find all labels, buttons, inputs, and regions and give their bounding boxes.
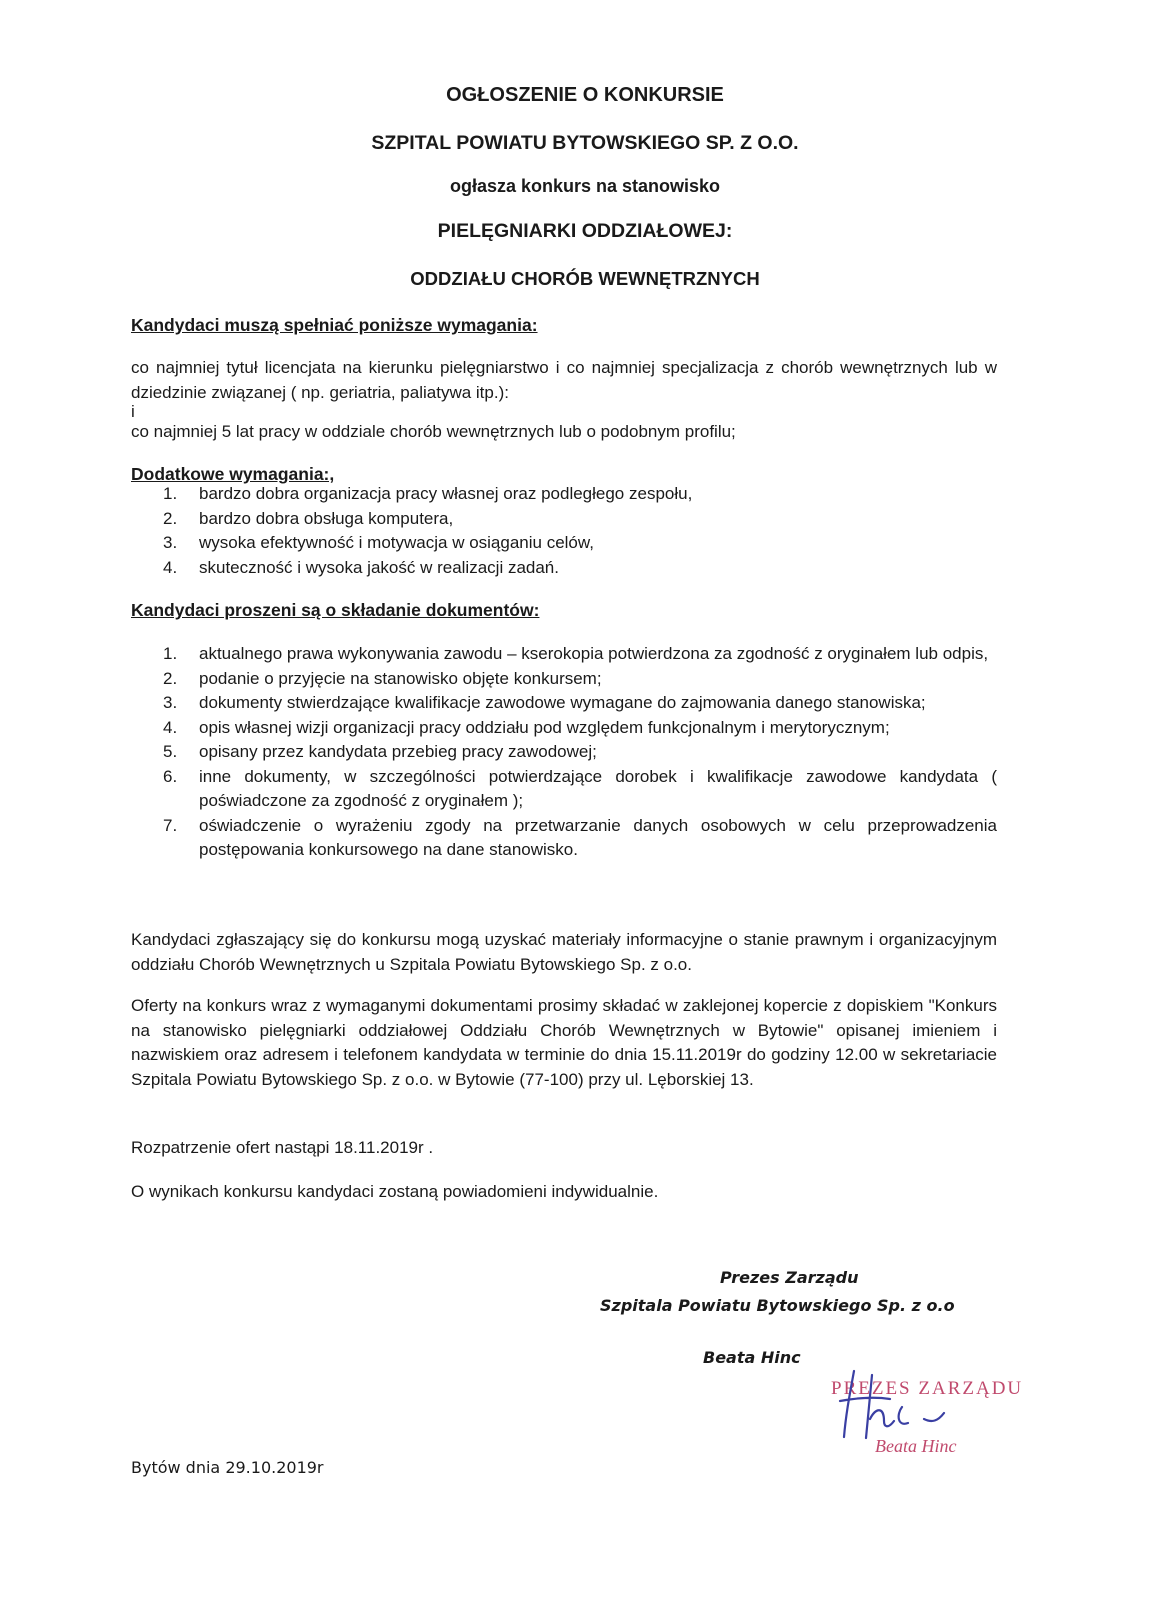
list-item [131, 531, 997, 556]
requirement-conjunction: i [131, 402, 135, 421]
position-title: PIELĘGNIARKI ODDZIAŁOWEJ: [437, 220, 733, 242]
list-number: 5. [163, 742, 178, 761]
list-item [131, 716, 997, 741]
list-item-text: oświadczenie o wyrażeniu zgody na przetwarzanie danych osobowych w celu przeprowadzenia postępowania konkursowego na dane stanowisko. [199, 815, 997, 859]
list-item-text: aktualnego prawa wykonywania zawodu – kserokopia potwierdzona za zgodność z oryginałem lub odpis, [199, 644, 989, 663]
institution-name: SZPITAL POWIATU BYTOWSKIEGO SP. Z O.O. [371, 132, 799, 154]
list-item [131, 507, 997, 532]
list-item-text: wysoka efektywność i motywacja w osiąganiu celów, [199, 533, 594, 552]
requirement-experience: co najmniej 5 lat pracy w oddziale chorób wewnętrznych lub o podobnym profilu; [131, 422, 736, 441]
review-date-paragraph: Rozpatrzenie ofert nastąpi 18.11.2019r . [131, 1138, 434, 1157]
list-number: 1. [163, 484, 178, 503]
requirements-heading: Kandydaci muszą spełniać poniższe wymagania: [131, 315, 538, 335]
list-number: 4. [163, 557, 178, 577]
handwritten-signature [832, 1363, 952, 1443]
list-item-text: bardzo dobra obsługa komputera, [199, 508, 454, 528]
list-item [131, 765, 997, 814]
documents-heading: Kandydaci proszeni są o składanie dokumentów: [131, 600, 540, 620]
department-title: ODDZIAŁU CHORÓB WEWNĘTRZNYCH [410, 268, 760, 289]
list-number: 7. [163, 815, 178, 835]
results-paragraph: O wynikach konkursu kandydaci zostaną powiadomieni indywidualnie. [131, 1182, 659, 1201]
list-number: 2. [163, 668, 178, 688]
document-date: Bytów dnia 29.10.2019r [131, 1458, 324, 1477]
list-item [131, 740, 997, 765]
list-item-text: opis własnej wizji organizacji pracy oddziału pod względem funkcjonalnym i merytorycznym; [199, 717, 890, 737]
doc-title: OGŁOSZENIE O KONKURSIE [446, 84, 724, 106]
list-number: 3. [163, 533, 178, 552]
list-number: 4. [163, 717, 178, 737]
list-item-text: skuteczność i wysoka jakość w realizacji zadań. [199, 557, 559, 577]
documents-list [131, 642, 997, 863]
list-item [131, 691, 997, 716]
list-item [131, 482, 997, 507]
list-number: 1. [163, 644, 178, 663]
signatory-role: Prezes Zarządu [720, 1268, 859, 1287]
list-item [131, 667, 997, 692]
list-item-text: inne dokumenty, w szczególności potwierdzające dorobek i kwalifikacje zawodowe kandydata ( poświadczone za zgodność z oryginałem ); [199, 766, 997, 810]
list-item-text: bardzo dobra organizacja pracy własnej oraz podległego zespołu, [199, 484, 693, 503]
list-item [131, 556, 997, 581]
list-item-text: podanie o przyjęcie na stanowisko objęte konkursem; [199, 668, 602, 688]
signatory-name: Beata Hinc [703, 1348, 801, 1367]
offers-paragraph: Oferty na konkurs wraz z wymaganymi dokumentami prosimy składać w zaklejonej kopercie z dopiskiem "Konkurs na stanowisko pielęgniarki oddziałowej Oddziału Chorób Wewnętrznych w Bytowie" opisanej imieniem i nazwiskiem oraz adresem i telefonem kandydata w terminie do dnia 15.11.2019r do godziny 12.00 w sekretariacie Szpitala Powiatu Bytowskiego Sp. z o.o. w Bytowie (77-100) przy ul. Lęborskiej 13. [131, 996, 997, 1089]
list-item [131, 642, 997, 667]
stamp-title: PREZES ZARZĄDU [831, 1378, 1024, 1399]
additional-heading: Dodatkowe wymagania:, [131, 464, 335, 484]
list-item-text: opisany przez kandydata przebieg pracy zawodowej; [199, 742, 597, 761]
list-number: 3. [163, 693, 178, 712]
requirement-education: co najmniej tytuł licencjata na kierunku pielęgniarstwo i co najmniej specjalizacja z chorób wewnętrznych lub w dziedzinie związanej ( np. geriatria, paliatywa itp.): [131, 358, 997, 402]
announcement-line: ogłasza konkurs na stanowisko [449, 176, 721, 196]
list-number: 6. [163, 766, 178, 786]
signatory-organization: Szpitala Powiatu Bytowskiego Sp. z o.o [600, 1296, 955, 1315]
list-number: 2. [163, 508, 178, 528]
list-item [131, 814, 997, 863]
info-paragraph: Kandydaci zgłaszający się do konkursu mogą uzyskać materiały informacyjne o stanie prawnym i organizacyjnym oddziału Chorób Wewnętrznych u Szpitala Powiatu Bytowskiego Sp. z o.o. [131, 930, 997, 974]
list-item-text: dokumenty stwierdzające kwalifikacje zawodowe wymagane do zajmowania danego stanowiska; [199, 693, 926, 712]
stamp-name: Beata Hinc [875, 1436, 957, 1456]
additional-list [131, 482, 997, 580]
